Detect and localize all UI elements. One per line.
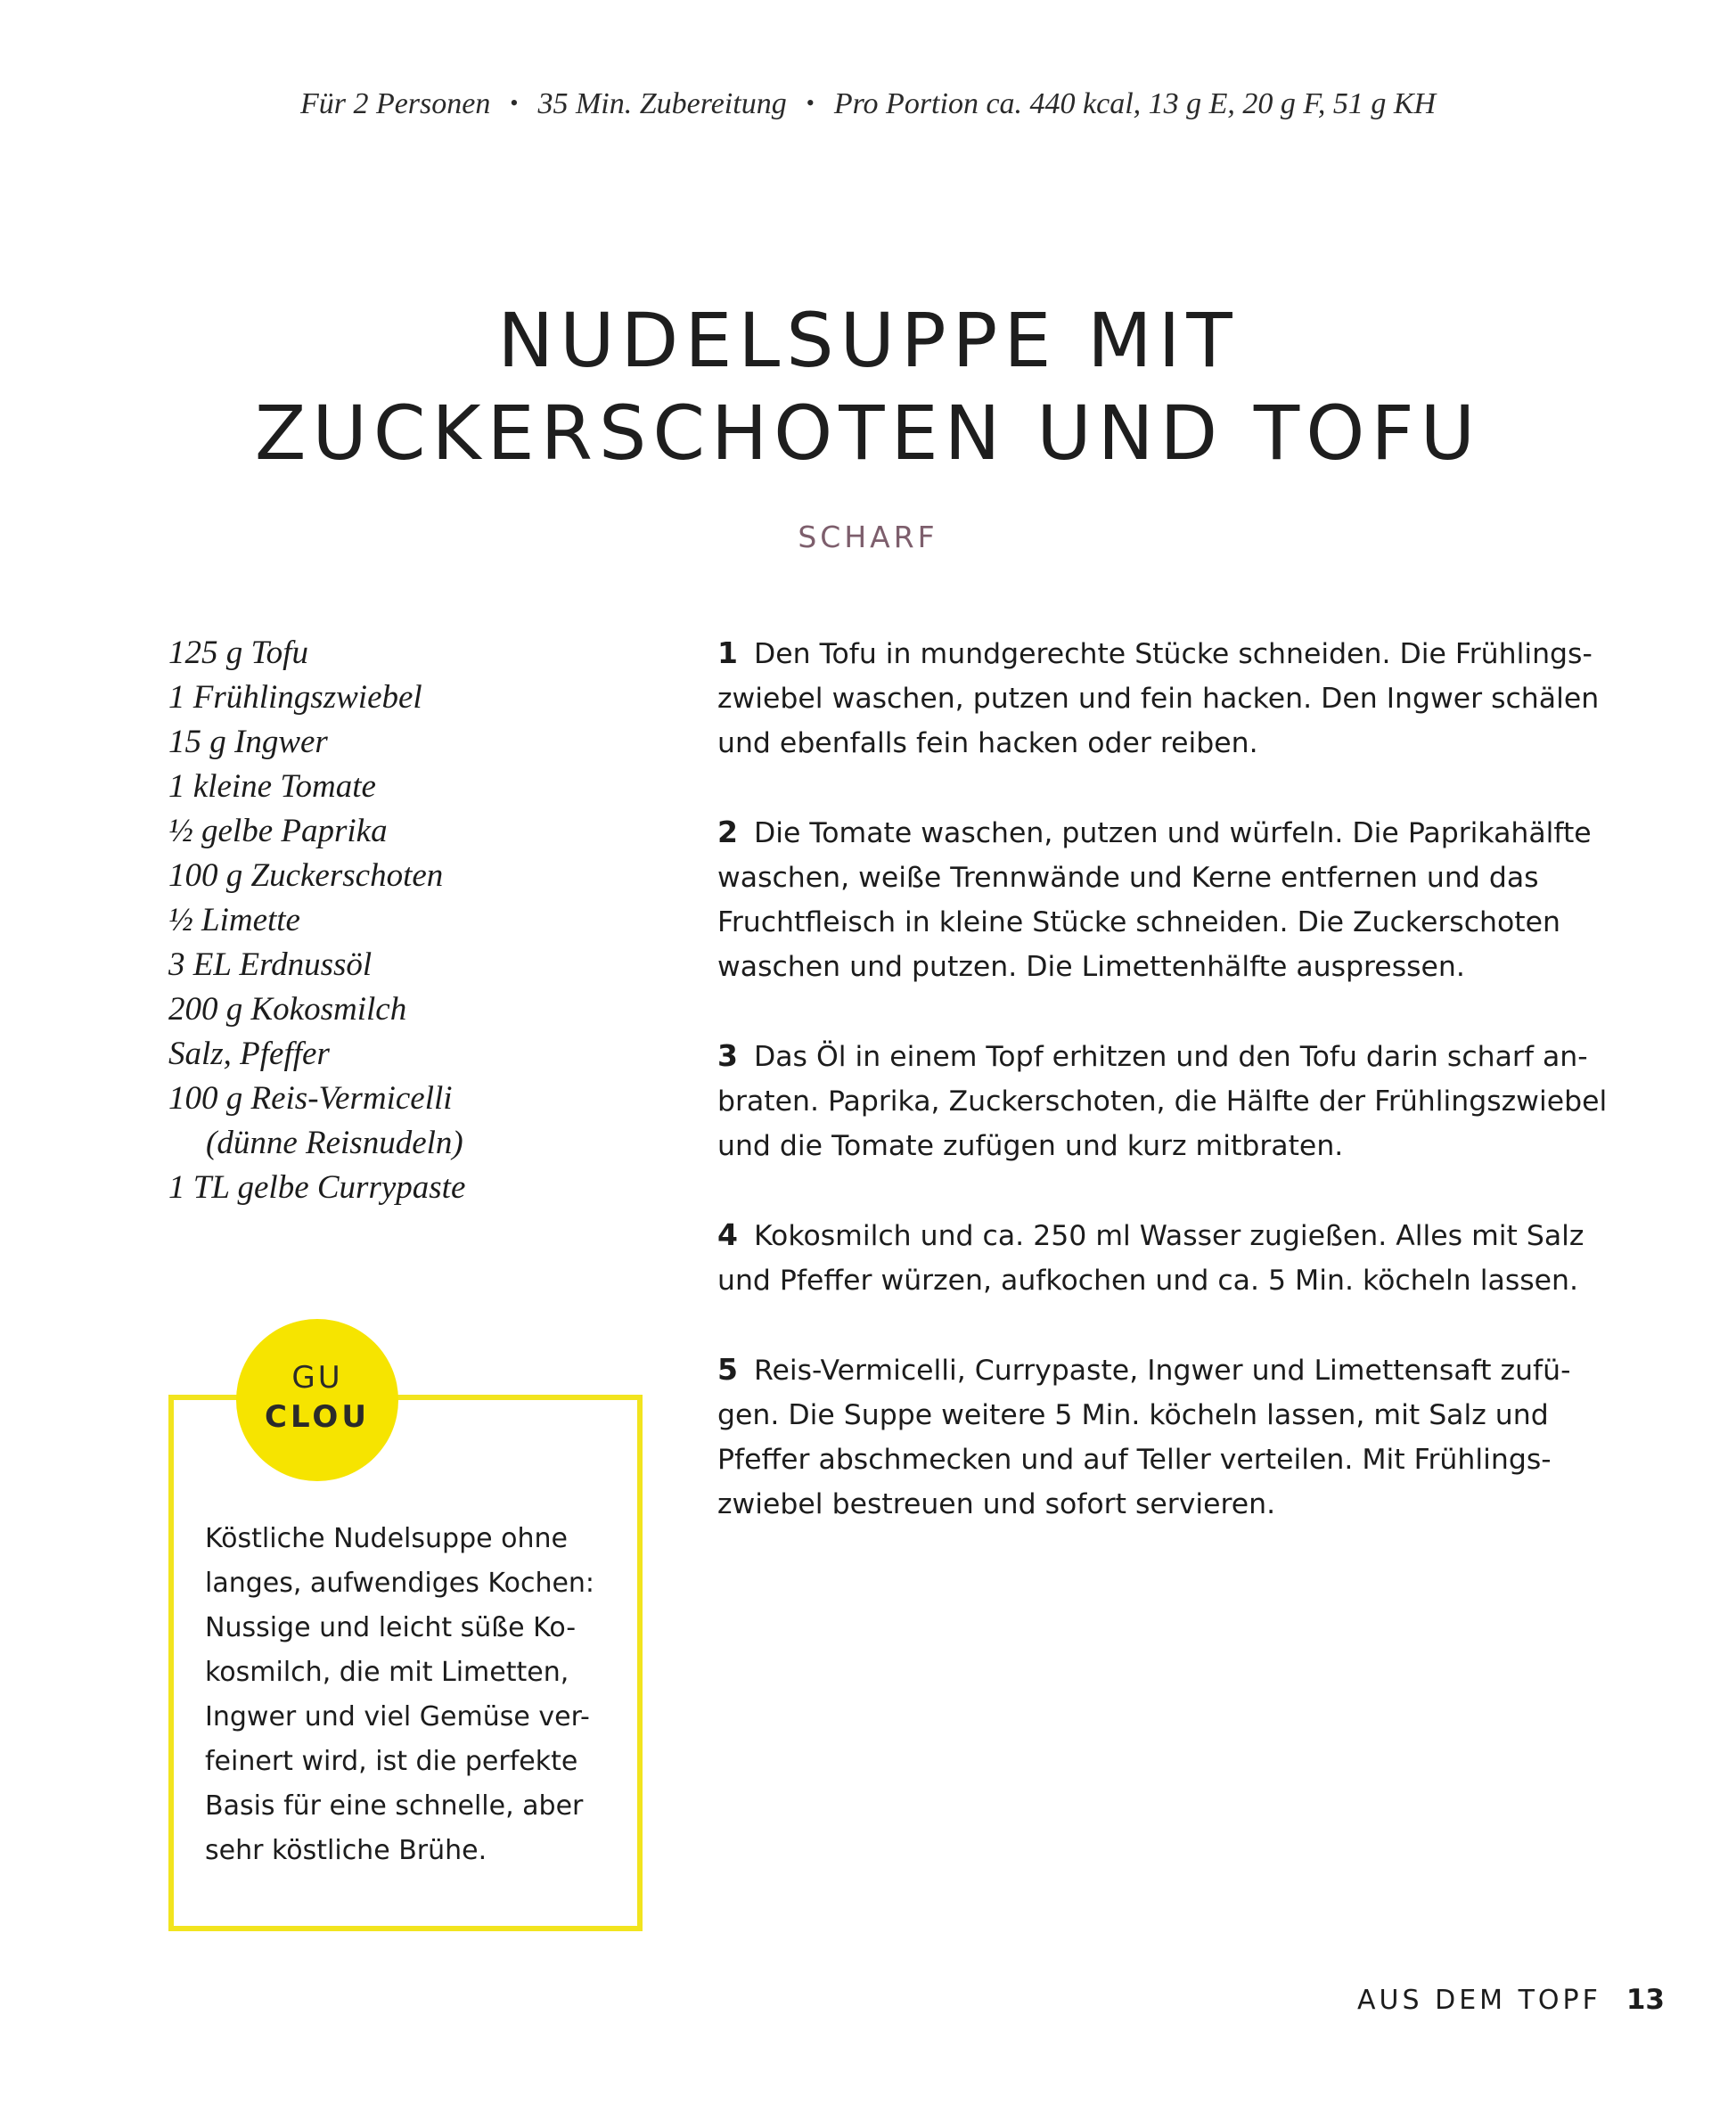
step-number: 4 — [717, 1217, 738, 1252]
gu-clou-label-bottom: CLOU — [265, 1399, 370, 1435]
step-line: Pfeffer abschmecken und auf Teller verteilen. Mit Frühlings- — [717, 1444, 1552, 1476]
ingredient-list — [168, 631, 667, 1210]
step-line: waschen und putzen. Die Limettenhälfte auspressen. — [717, 951, 1465, 983]
step-line: waschen, weiße Trennwände und Kerne entfernen und das — [717, 862, 1539, 894]
step-line: und Pfeffer würzen, aufkochen und ca. 5 Min. köcheln lassen. — [717, 1265, 1578, 1297]
bullet-separator: • — [510, 90, 519, 116]
step-text: Das Öl in einem Topf erhitzen und den Tofu darin scharf an- — [753, 1041, 1588, 1073]
step-line: braten. Paprika, Zuckerschoten, die Hälfte der Frühlingszwiebel — [717, 1085, 1608, 1118]
instruction-step — [717, 810, 1609, 989]
servings: Für 2 Personen — [299, 87, 491, 120]
ingredient-item: Salz, Pfeffer — [168, 1036, 330, 1072]
recipe-tag: SCHARF — [798, 520, 938, 554]
ingredient-item: 1 Frühlingszwiebel — [168, 679, 422, 716]
clou-line: feinert wird, ist die perfekte — [205, 1746, 578, 1777]
ingredient-item: 100 g Zuckerschoten — [168, 857, 444, 894]
instruction-step — [717, 1347, 1609, 1527]
clou-line: Basis für eine schnelle, aber — [205, 1790, 584, 1822]
gu-clou-badge — [236, 1319, 398, 1481]
ingredient-item: 1 kleine Tomate — [168, 768, 376, 805]
instruction-step — [717, 1213, 1609, 1303]
prep-time: 35 Min. Zubereitung — [537, 87, 787, 120]
recipe-title-line-1: NUDELSUPPE MIT — [497, 297, 1239, 384]
recipe-title — [0, 294, 1736, 479]
step-text: Reis-Vermicelli, Currypaste, Ingwer und Limettensaft zufü- — [753, 1355, 1571, 1387]
ingredient-item: 200 g Kokosmilch — [168, 991, 407, 1028]
ingredient-item: ½ gelbe Paprika — [168, 813, 388, 849]
section-name: AUS DEM TOPF — [1357, 1985, 1601, 2016]
step-line — [717, 1347, 1609, 1393]
instruction-list — [717, 631, 1609, 1571]
step-text: Den Tofu in mundgerechte Stücke schneiden. Die Frühlings- — [753, 638, 1593, 670]
step-text: Kokosmilch und ca. 250 ml Wasser zugießen. Alles mit Salz — [753, 1220, 1585, 1252]
page-number: 13 — [1625, 1984, 1665, 2016]
page-footer — [1357, 1984, 1665, 2016]
ingredient-item: 125 g Tofu — [168, 635, 308, 671]
ingredient-item: 3 EL Erdnussöl — [168, 946, 373, 983]
step-number: 5 — [717, 1352, 738, 1387]
step-number: 1 — [717, 635, 738, 670]
ingredient-note: (dünne Reisnudeln) — [206, 1125, 463, 1161]
ingredient-item: 1 TL gelbe Currypaste — [168, 1169, 466, 1206]
clou-line: kosmilch, die mit Limetten, — [205, 1657, 569, 1688]
gu-clou-text — [205, 1517, 615, 1873]
step-line: zwiebel bestreuen und sofort servieren. — [717, 1488, 1276, 1520]
recipe-meta — [0, 87, 1736, 121]
clou-line: Ingwer und viel Gemüse ver- — [205, 1701, 590, 1732]
step-line: gen. Die Suppe weitere 5 Min. köcheln lassen, mit Salz und — [717, 1399, 1549, 1431]
step-line: und ebenfalls fein hacken oder reiben. — [717, 727, 1258, 759]
instruction-step — [717, 631, 1609, 766]
clou-line: sehr köstliche Brühe. — [205, 1835, 487, 1866]
step-number: 2 — [717, 815, 738, 849]
ingredient-item: ½ Limette — [168, 902, 300, 938]
step-text: Die Tomate waschen, putzen und würfeln. Die Paprikahälfte — [753, 817, 1592, 849]
bullet-separator: • — [806, 90, 815, 116]
step-number: 3 — [717, 1038, 738, 1073]
clou-line: Nussige und leicht süße Ko- — [205, 1612, 577, 1643]
ingredient-item: 100 g Reis-Vermicelli — [168, 1080, 453, 1117]
recipe-title-line-2: ZUCKERSCHOTEN UND TOFU — [254, 389, 1482, 477]
instruction-step — [717, 1034, 1609, 1168]
ingredient-item: 15 g Ingwer — [168, 724, 328, 760]
step-line — [717, 1034, 1609, 1079]
clou-line: Köstliche Nudelsuppe ohne — [205, 1523, 568, 1554]
step-line: und die Tomate zufügen und kurz mitbraten. — [717, 1130, 1344, 1162]
nutrition-info: Pro Portion ca. 440 kcal, 13 g E, 20 g F, 51 g KH — [833, 87, 1437, 120]
clou-line: langes, aufwendiges Kochen: — [205, 1568, 595, 1599]
step-line: Fruchtfleisch in kleine Stücke schneiden. Die Zuckerschoten — [717, 906, 1560, 938]
gu-clou-label-top: GU — [291, 1360, 343, 1396]
step-line — [717, 810, 1609, 856]
step-line — [717, 631, 1609, 676]
step-line — [717, 1213, 1609, 1258]
step-line: zwiebel waschen, putzen und fein hacken. Den Ingwer schälen — [717, 683, 1600, 715]
